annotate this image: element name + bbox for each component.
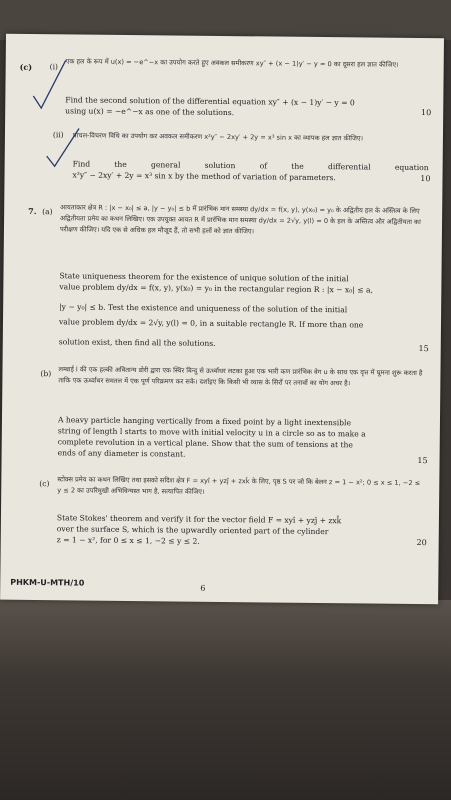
q6c-ii-english-line1: Find the general solution of the differential equation (72, 159, 429, 173)
page-number: 6 (200, 583, 206, 593)
exam-page (0, 34, 444, 605)
q7b-english-line3: complete revolution in a vertical plane. Show that the sum of tensions at the (57, 437, 353, 450)
q7a-english-line1: State uniqueness theorem for the existence of unique solution of the initial (59, 271, 349, 284)
q6c-ii-label: (ii) (52, 130, 64, 140)
q7a-english-line5: solution exist, then find all the solutions. (58, 337, 216, 348)
q7c-label: (c) (39, 479, 50, 489)
q7c-english-line1: State Stokes' theorem and verify it for the vector field F = xyî + yzĵ + zxk̂ (56, 513, 342, 526)
q7c-marks: 20 (416, 538, 427, 548)
q7a-marks: 15 (418, 344, 429, 354)
q7a-hindi: आयताकार क्षेत्र R : |x − x₀| ≤ a, |y − y₀| ≤ b में प्रारंभिक मान समस्या dy/dx = f(x, y), y(x₀) = y₀ के अद्वितीय हल के अस्तित्व के लिए अद्वितीयता प्रमेय का कथन लिखिए। एक उपयुक्त आयत R में प्रारंभिक मान समस्या dy/dx = 2√y, y(l) = 0 के हल के अस्तित्व और अद्वितीयता का परीक्षण कीजिए। यदि एक से अधिक हल मौजूद हैं, तो सभी हलों को ज्ञात कीजिए। (59, 203, 421, 236)
q7b-hindi: लम्बाई l की एक हल्की अवितान्य डोरी द्वारा एक स्थिर बिन्दु से ऊर्ध्वाधर लटका हुआ एक भारी कण प्रारंभिक वेग u के साथ एक वृत्त में घूमना शुरू करता है ताकि एक ऊर्ध्वाधर समतल में एक पूर्ण परिक्रमण कर सके। दर्शाइए कि किसी भी व्यास के सिरों पर तनावों का योग अचर है। (58, 365, 423, 388)
q7a-english-line4: value problem dy/dx = 2√y, y(l) = 0, in a suitable rectangle R. If more than one (58, 317, 364, 330)
q6c-i-hindi: एक हल के रूप में u(x) = −e^−x का उपयोग करते हुए अवकल समीकरण xy″ + (x − 1)y′ − y = 0 का दूसरा हल ज्ञात कीजिए। (65, 57, 399, 69)
q6c-i-marks: 10 (420, 108, 432, 118)
q7b-label: (b) (40, 369, 52, 379)
q7b-marks: 15 (417, 456, 428, 466)
q7b-english-line1: A heavy particle hanging vertically from a fixed point by a light inextensible (57, 415, 352, 428)
q7a-english-line3: |y − y₀| ≤ b. Test the existence and uniqueness of the solution of the initial (59, 302, 348, 315)
q7c-english-line3: z = 1 − x², for 0 ≤ x ≤ 1, −2 ≤ y ≤ 2. (56, 535, 200, 546)
paper-code: PHKM-U-MTH/10 (10, 577, 85, 588)
q7-number: 7. (28, 205, 37, 217)
q7c-english-line2: over the surface S, which is the upwardly oriented part of the cylinder (56, 524, 329, 537)
q7a-english-line2: value problem dy/dx = f(x, y), y(x₀) = y₀ in the rectangular region R : |x − x₀| ≤ a, (59, 282, 374, 295)
q7c-hindi: स्टोक्स प्रमेय का कथन लिखिए तथा इसको सदिश क्षेत्र F = xyî + yzĵ + zxk̂ के लिए, पृष्ठ S पर जो कि बेलन z = 1 − x²; 0 ≤ x ≤ 1, −2 ≤ y ≤ 2 का उपरिमुखी अभिविन्यस्त भाग है, सत्यापित कीजिए। (57, 475, 421, 496)
q6c-i-label: (i) (49, 62, 58, 72)
q7a-label: (a) (42, 207, 53, 217)
q7b-english-line4: ends of any diameter is constant. (57, 448, 186, 459)
q6c-i-english-line2: using u(x) = −e^−x as one of the solutions. (65, 106, 235, 118)
q6c-i-english-line1: Find the second solution of the differential equation xy″ + (x − 1)y′ − y = 0 (65, 95, 355, 108)
q7b-english-line2: string of length l starts to move with initial velocity u in a circle so as to make a (57, 426, 366, 439)
q6c-label: (c) (19, 61, 33, 72)
q6c-ii-hindi: प्राचल-विचरण विधि का उपयोग कर अवकल समीकरण x²y″ − 2xy′ + 2y = x³ sin x का व्यापक हल ज्ञात कीजिए। (72, 131, 364, 143)
q6c-ii-english-line2: x²y″ − 2xy′ + 2y = x³ sin x by the method of variation of parameters. (72, 170, 336, 183)
q6c-ii-marks: 10 (420, 174, 431, 184)
pen-tick-mark-icon (29, 56, 70, 126)
background-fabric (0, 600, 451, 800)
